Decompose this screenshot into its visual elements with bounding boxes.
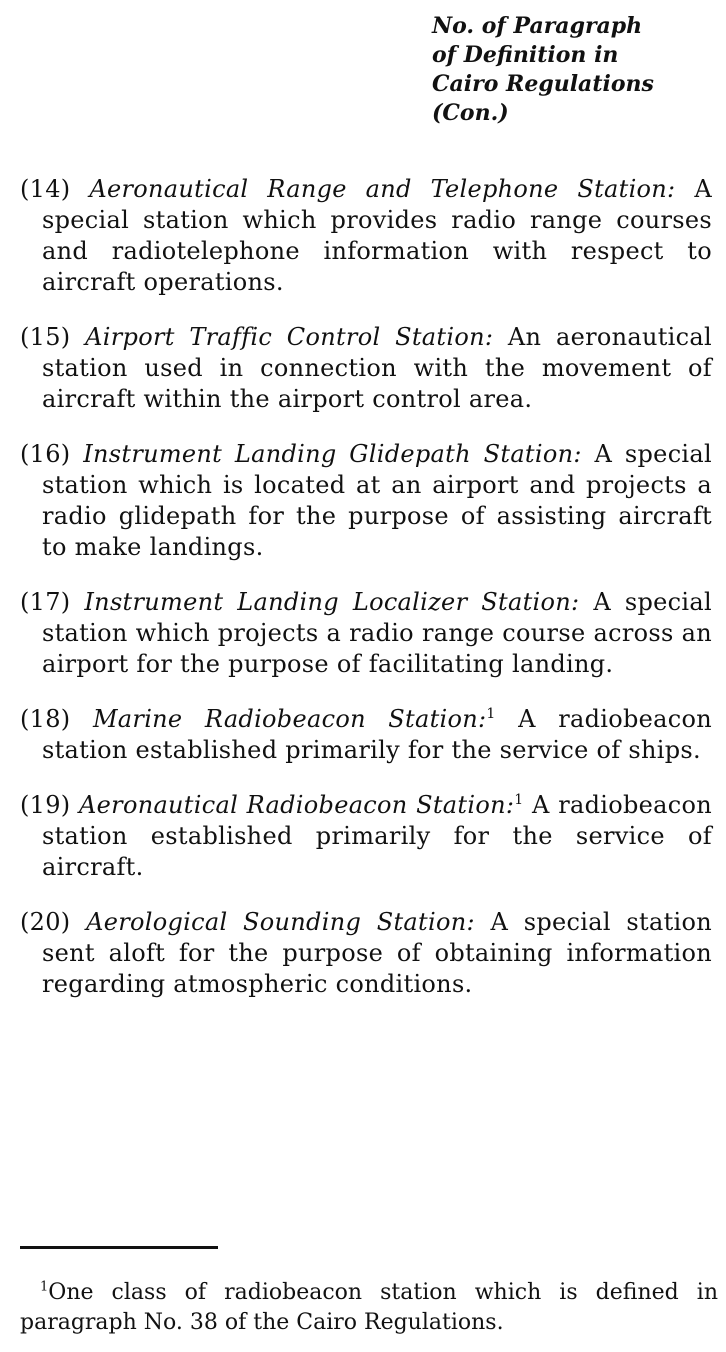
definition-entry-15 [20, 322, 712, 415]
footnote-mark: 1 [40, 1279, 49, 1295]
definition-entry-16 [20, 439, 712, 563]
entry-term: Instrument Landing Glidepath Station: [83, 440, 582, 468]
entry-term: Aeronautical Radiobeacon Station: [79, 791, 515, 819]
entry-text: A special station which projects a radio range course across an airport for the purpose of facilitating landing. [42, 588, 712, 678]
footnote [20, 1278, 718, 1338]
entry-text: A radiobeacon station established primarily for the service of aircraft. [42, 791, 712, 881]
entry-text: A radiobeacon station established primarily for the service of ships. [42, 705, 712, 764]
heading-line: Cairo Regulations [432, 71, 654, 97]
entry-number: (16) [20, 440, 71, 468]
definition-entry-20 [20, 907, 712, 1000]
entry-term: Aeronautical Range and Telephone Station: [89, 175, 676, 203]
definition-entry-14 [20, 174, 712, 298]
entry-term: Aerological Sounding Station: [86, 908, 475, 936]
entry-number: (19) [20, 791, 71, 819]
definition-entry-19 [20, 790, 712, 883]
footnote-text: One class of radiobeacon station which is defined in paragraph No. 38 of the Cairo Regulations. [20, 1280, 718, 1335]
entry-text: A special station which provides radio range courses and radiotelephone information with respect to aircraft operations. [42, 175, 712, 296]
definition-entry-17 [20, 587, 712, 680]
heading-line: of Definition in [432, 42, 619, 68]
footnote-divider [20, 1246, 218, 1249]
entry-number: (14) [20, 175, 71, 203]
entry-term: Marine Radiobeacon Station: [92, 705, 487, 733]
entry-term: Airport Traffic Control Station: [85, 323, 494, 351]
entry-text: A special station which is located at an airport and projects a radio glidepath for the purpose of assisting aircraft to make landings. [42, 440, 712, 561]
heading-line: (Con.) [432, 100, 509, 126]
entry-text: A special station sent aloft for the purpose of obtaining information regarding atmospheric conditions. [42, 908, 713, 998]
footnote-reference: 1 [514, 792, 524, 808]
entry-number: (15) [20, 323, 71, 351]
entry-number: (18) [20, 705, 71, 733]
entry-number: (20) [20, 908, 71, 936]
definition-list [20, 150, 712, 1012]
heading-line: No. of Paragraph [432, 13, 643, 39]
entry-text: An aeronautical station used in connection with the movement of aircraft within the airport control area. [42, 323, 712, 413]
entry-number: (17) [20, 588, 71, 616]
footnote-reference: 1 [486, 706, 496, 722]
definition-entry-18 [20, 704, 712, 766]
entry-term: Instrument Landing Localizer Station: [84, 588, 580, 616]
column-heading [432, 12, 722, 128]
